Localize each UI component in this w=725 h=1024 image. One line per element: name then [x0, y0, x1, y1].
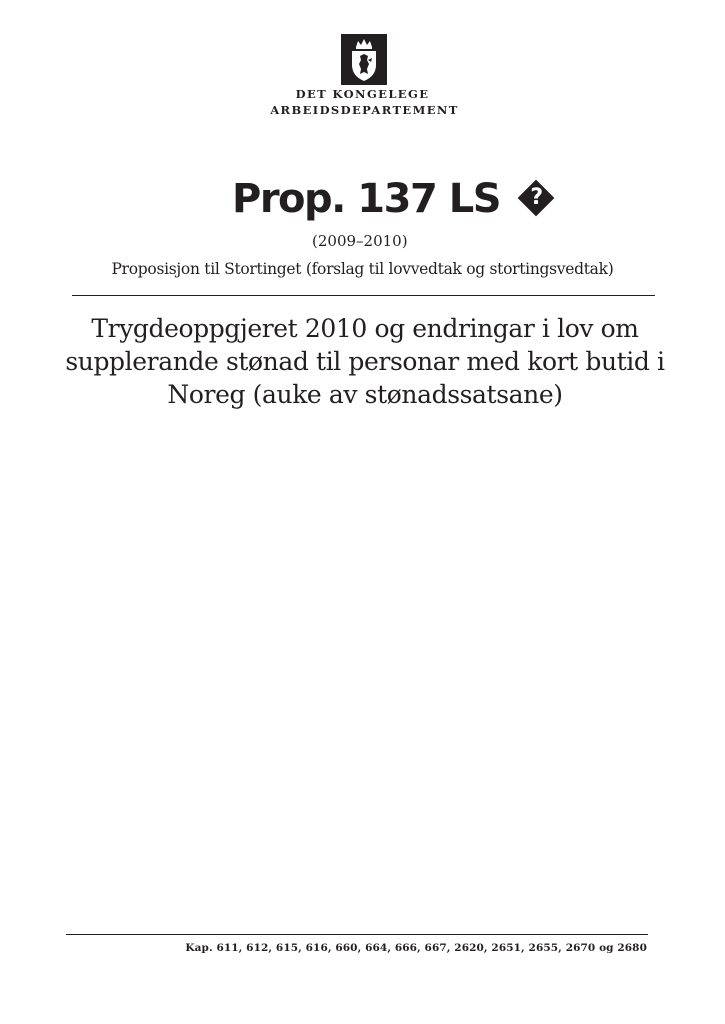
top-divider — [72, 295, 655, 296]
proposition-number: Prop. 137 LS — [232, 176, 500, 222]
coat-of-arms-svg — [341, 34, 387, 85]
department-name-line-1: DET KONGELEGE — [295, 87, 430, 101]
document-subtitle: Proposisjon til Stortinget (forslag til lovvedtak og stortingsvedtak) — [111, 260, 614, 278]
coat-of-arms-icon — [341, 34, 387, 85]
department-name-line-2: ARBEIDSDEPARTEMENT — [270, 103, 459, 117]
proposition-title — [232, 176, 554, 222]
replacement-character-icon: ? — [518, 180, 554, 216]
bottom-divider — [66, 934, 648, 935]
chapter-list: Kap. 611, 612, 615, 616, 660, 664, 666, 667, 2620, 2651, 2655, 2670 og 2680 — [185, 942, 647, 954]
document-heading: Trygdeoppgjeret 2010 og endringar i lov om supplerande stønad til personar med kort butid i Noreg (auke av stønadssatsane) — [65, 314, 665, 409]
session-years: (2009–2010) — [312, 232, 408, 250]
